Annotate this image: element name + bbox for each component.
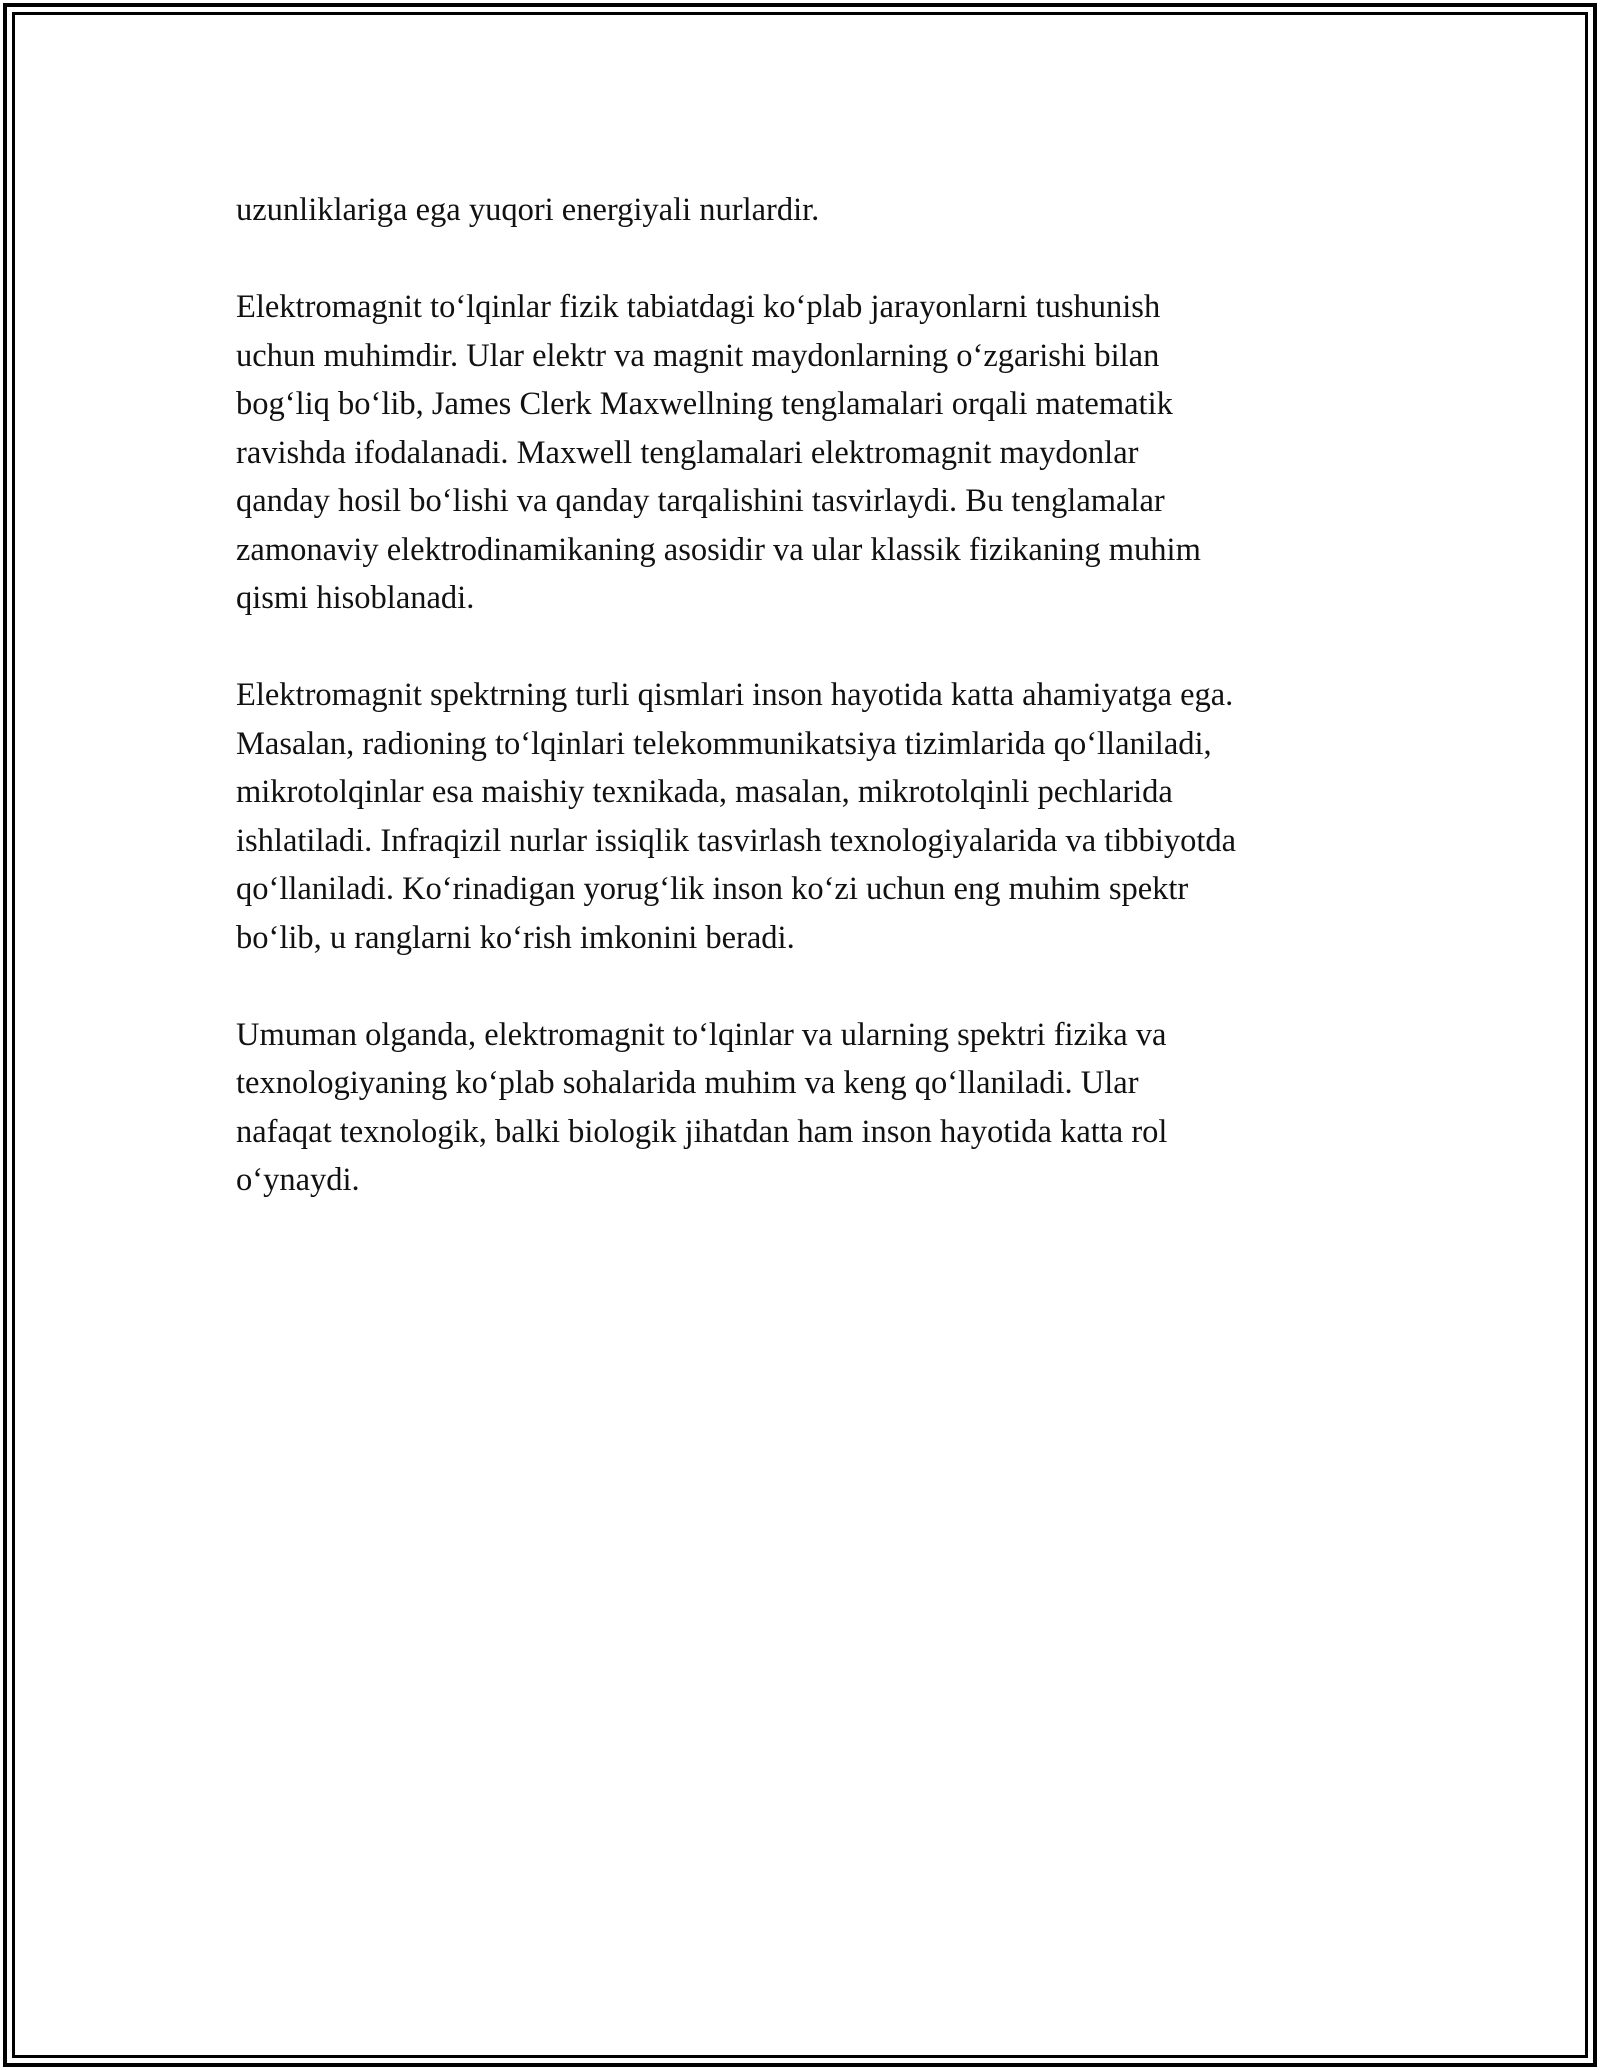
- text-line: uchun muhimdir. Ular elektr va magnit maydonlarning o‘zgarishi bilan: [236, 337, 1160, 374]
- text-line: zamonaviy elektrodinamikaning asosidir va ular klassik fizikaning muhim: [236, 531, 1201, 568]
- text-line: qo‘llaniladi. Ko‘rinadigan yorug‘lik inson ko‘zi uchun eng muhim spektr: [236, 871, 1189, 907]
- document-body: [236, 186, 1386, 1253]
- text-line: qismi hisoblanadi.: [236, 580, 475, 616]
- paragraph-4: [236, 1011, 1386, 1205]
- paragraph-1: [236, 186, 1386, 235]
- text-line: texnologiyaning ko‘plab sohalarida muhim va keng qo‘llaniladi. Ular: [236, 1065, 1139, 1101]
- text-line: o‘ynaydi.: [236, 1162, 360, 1198]
- text-line: ravishda ifodalanadi. Maxwell tenglamalari elektromagnit maydonlar: [236, 434, 1139, 471]
- text-line: Elektromagnit spektrning turli qismlari inson hayotida katta ahamiyatga ega.: [236, 677, 1234, 713]
- text-line: Elektromagnit to‘lqinlar fizik tabiatdagi ko‘plab jarayonlarni tushunish: [236, 289, 1161, 325]
- text-line: uzunliklariga ega yuqori energiyali nurlardir.: [236, 192, 820, 228]
- text-line: bog‘liq bo‘lib, James Clerk Maxwellning tenglamalari orqali matematik: [236, 386, 1173, 422]
- text-line: qanday hosil bo‘lishi va qanday tarqalishini tasvirlaydi. Bu tenglamalar: [236, 483, 1165, 519]
- text-line: nafaqat texnologik, balki biologik jihatdan ham inson hayotida katta rol: [236, 1113, 1168, 1150]
- text-line: mikrotolqinlar esa maishiy texnikada, masalan, mikrotolqinli pechlarida: [236, 774, 1173, 810]
- text-line: Umuman olganda, elektromagnit to‘lqinlar va ularning spektri fizika va: [236, 1016, 1167, 1053]
- text-line: Masalan, radioning to‘lqinlari telekommunikatsiya tizimlarida qo‘llaniladi,: [236, 725, 1212, 762]
- text-line: bo‘lib, u ranglarni ko‘rish imkonini beradi.: [236, 919, 795, 956]
- paragraph-3: [236, 671, 1386, 962]
- paragraph-2: [236, 283, 1386, 623]
- text-line: ishlatiladi. Infraqizil nurlar issiqlik tasvirlash texnologiyalarida va tibbiyotda: [236, 822, 1237, 859]
